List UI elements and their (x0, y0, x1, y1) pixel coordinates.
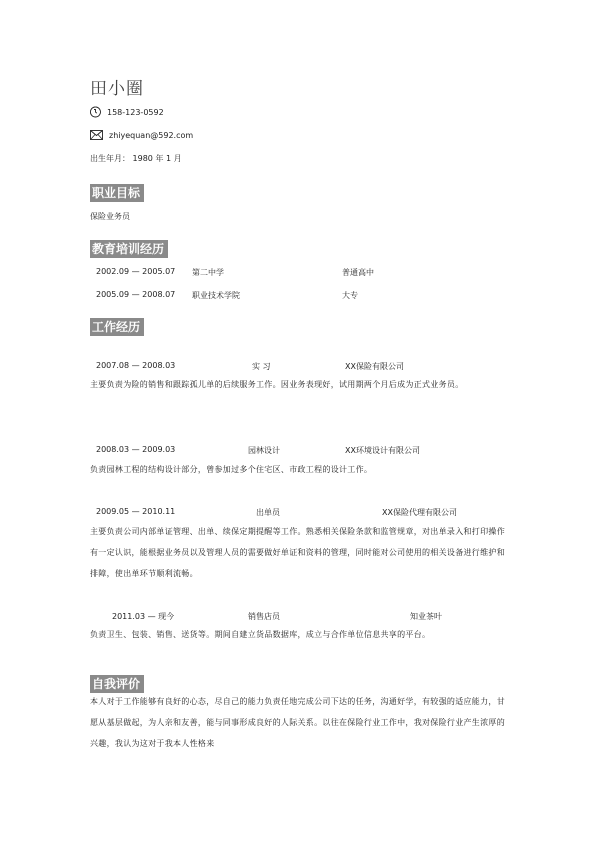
education-degree: 普通高中 (342, 268, 374, 277)
work-company: XX环境设计有限公司 (345, 446, 420, 455)
work-description: 主要负责为险的销售和跟踪孤儿单的后续服务工作。因业务表现好，试用期两个月后成为正式业务员。 (90, 380, 464, 389)
work-company: XX保险代理有限公司 (382, 508, 457, 517)
objective-text: 保险业务员 (90, 212, 130, 221)
objective-heading: 职业目标 (90, 184, 144, 202)
self-eval-heading: 自我评价 (90, 675, 144, 693)
education-school: 职业技术学院 (192, 291, 240, 300)
email-row (90, 130, 193, 140)
work-period: 2009.05 — 2010.11 (96, 507, 176, 516)
work-role: 出单员 (256, 508, 280, 517)
education-school: 第二中学 (192, 268, 224, 277)
work-role: 销售店员 (248, 612, 280, 621)
phone-number: 158-123-0592 (107, 107, 164, 117)
email-address: zhiyequan@592.com (109, 130, 194, 140)
education-period: 2002.09 — 2005.07 (96, 267, 176, 276)
work-period: 2011.03 — 现今 (112, 612, 175, 621)
education-period: 2005.09 — 2008.07 (96, 290, 176, 299)
work-period: 2007.08 — 2008.03 (96, 361, 176, 370)
work-heading: 工作经历 (90, 318, 144, 336)
work-description: 负责卫生、包装、销售、送货等。期间自建立货品数据库，成立与合作单位信息共享的平台。 (90, 630, 431, 639)
work-role: 园林设计 (248, 446, 280, 455)
work-period: 2008.03 — 2009.03 (96, 445, 176, 454)
education-degree: 大专 (342, 291, 358, 300)
work-role: 实 习 (252, 362, 271, 371)
work-company: XX保险有限公司 (345, 362, 404, 371)
birth-date: 出生年月： 1980 年 1 月 (90, 154, 182, 163)
phone-row (90, 106, 164, 118)
envelope-icon (90, 130, 103, 140)
candidate-name: 田小圈 (90, 79, 144, 99)
phone-icon (90, 106, 101, 118)
self-eval-text: 本人对于工作能够有良好的心态，尽自己的能力负责任地完成公司下达的任务，沟通好学，有较强的适应能力，甘愿从基层做起，为人亲和友善，能与同事形成良好的人际关系。以往在保险行业工作中，我对保险行业产生浓厚的兴趣，我认为这对于我本人性格来 (90, 697, 505, 748)
work-description: 负责园林工程的结构设计部分，曾参加过多个住宅区、市政工程的设计工作。 (90, 465, 373, 474)
work-description: 主要负责公司内部单证管理、出单、续保定期提醒等工作。熟悉相关保险条款和监管规章，对出单录入和打印操作有一定认识，能根据业务员以及管理人员的需要做好单证和资料的管理，同时能对公司使用的相关设备进行维护和排障，使出单环节顺利流畅。 (90, 527, 505, 578)
work-company: 知业茶叶 (410, 612, 442, 621)
education-heading: 教育培训经历 (90, 240, 168, 258)
